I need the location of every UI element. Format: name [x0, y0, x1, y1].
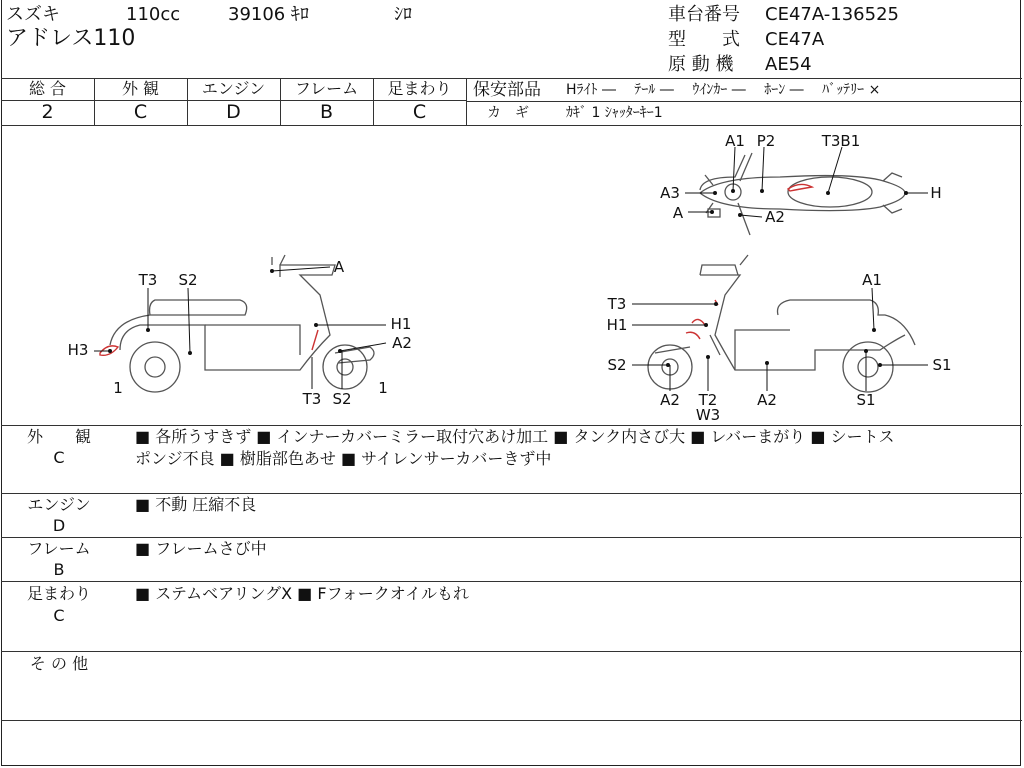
- left-damage-marks: [100, 330, 318, 355]
- engine-label: 原 動 機: [668, 54, 734, 75]
- label-top-a: A: [672, 204, 684, 222]
- label-right-s2: S2: [607, 356, 627, 374]
- model-name: アドレス110: [6, 26, 136, 51]
- remark-grade-exterior: C: [53, 448, 65, 467]
- label-right-w3: W3: [695, 406, 721, 424]
- grade-value-exterior: C: [133, 101, 148, 123]
- grade-label-frame: フレーム: [294, 79, 359, 98]
- remark-grade-suspension: C: [53, 606, 65, 625]
- mileage: 39106 ｷﾛ: [228, 4, 309, 25]
- label-top-a2: A2: [765, 208, 785, 226]
- label-left-a2: A2: [392, 334, 412, 352]
- safety-mid-rule: [467, 101, 1022, 102]
- label-right-a2: A2: [660, 391, 680, 409]
- remark-label-engine: エンジン: [27, 495, 91, 514]
- label-top-h: H: [930, 184, 942, 202]
- grade-value-overall: 2: [41, 101, 54, 123]
- safety-items: Hﾗｲﾄ ― ﾃｰﾙ ― ｳｲﾝｶｰ ― ﾎｰﾝ ― ﾊﾞｯﾃﾘｰ ×: [566, 82, 881, 98]
- remarks-top-rule: [1, 425, 1022, 426]
- remark-text-frame: ■ フレームさび中: [135, 539, 267, 558]
- remarks-rule: [1, 493, 1022, 494]
- key-label: カ ギ: [487, 105, 529, 121]
- grade-value-engine: D: [226, 101, 241, 123]
- grade-col-divider: [466, 78, 467, 125]
- label-left-s2: S2: [178, 271, 198, 289]
- displacement: 110cc: [126, 4, 181, 25]
- key-value: ｶｷﾞ 1 ｼｬｯﾀｰｷｰ1: [566, 105, 663, 121]
- grade-label-overall: 総 合: [28, 79, 67, 98]
- type-value: CE47A: [765, 29, 825, 50]
- remark-label-suspension: 足まわり: [26, 584, 91, 603]
- remarks-rule: [1, 651, 1022, 652]
- label-right-s1: S1: [932, 356, 952, 374]
- label-top-p2: P2: [756, 132, 776, 150]
- remark-text-engine: ■ 不動 圧縮不良: [135, 495, 257, 514]
- label-top-t3b1: T3B1: [821, 132, 861, 150]
- label-left-h1: H1: [390, 315, 412, 333]
- label-right-a2b: A2: [757, 391, 777, 409]
- label-left-t3-bottom: T3: [302, 390, 322, 408]
- top-points: [710, 189, 908, 217]
- label-right-t3: T3: [607, 295, 627, 313]
- remarks-rule: [1, 537, 1022, 538]
- label-left-h3: H3: [67, 341, 89, 359]
- label-left-a: A: [333, 258, 345, 276]
- frame-no: CE47A-136525: [765, 4, 899, 25]
- grade-value-frame: B: [319, 101, 334, 123]
- type-label: 型 式: [668, 29, 740, 50]
- label-left-count1: 1: [113, 379, 123, 397]
- label-top-a1: A1: [725, 132, 745, 150]
- right-callouts: [632, 288, 928, 391]
- remarks-rule: [1, 720, 1022, 721]
- remark-text-exterior-2: ポンジ不良 ■ 樹脂部色あせ ■ サイレンサーカバーきず中: [135, 449, 552, 468]
- color: ｼﾛ: [394, 4, 412, 25]
- remark-text-exterior-1: ■ 各所うすきず ■ インナーカバーミラー取付穴あけ加工 ■ タンク内さび大 ■ レバーまがり ■ シートス: [135, 427, 895, 446]
- remark-label-other: そ の 他: [29, 654, 89, 673]
- top-callouts: [685, 147, 928, 217]
- remark-label-frame: フレーム: [27, 539, 91, 558]
- grade-label-suspension: 足まわり: [387, 79, 452, 98]
- label-right-s1b: S1: [856, 391, 876, 409]
- label-left-count2: 1: [378, 379, 388, 397]
- remark-grade-engine: D: [52, 516, 66, 535]
- remark-label-exterior: 外 観: [26, 427, 91, 446]
- label-left-s2-bottom: S2: [332, 390, 352, 408]
- grade-label-exterior: 外 観: [121, 79, 160, 98]
- scooter-top-view: [700, 153, 905, 235]
- label-right-a1: A1: [862, 271, 882, 289]
- grade-label-engine: エンジン: [201, 79, 266, 98]
- safety-label: 保安部品: [473, 80, 541, 100]
- label-right-h1: H1: [606, 316, 628, 334]
- remark-grade-frame: B: [53, 560, 65, 579]
- grade-value-suspension: C: [412, 101, 427, 123]
- label-right-t2: T2: [698, 391, 718, 409]
- label-top-a3: A3: [660, 184, 680, 202]
- label-left-t3: T3: [138, 271, 158, 289]
- remark-text-suspension: ■ ステムベアリングX ■ Fフォークオイルもれ: [135, 584, 469, 603]
- right-damage-marks: [686, 300, 718, 339]
- remarks-rule: [1, 581, 1022, 582]
- right-points: [666, 302, 882, 367]
- frame-no-label: 車台番号: [668, 4, 740, 25]
- maker: スズキ: [6, 4, 60, 25]
- damage-diagram: [0, 125, 1024, 425]
- engine-value: AE54: [765, 54, 812, 75]
